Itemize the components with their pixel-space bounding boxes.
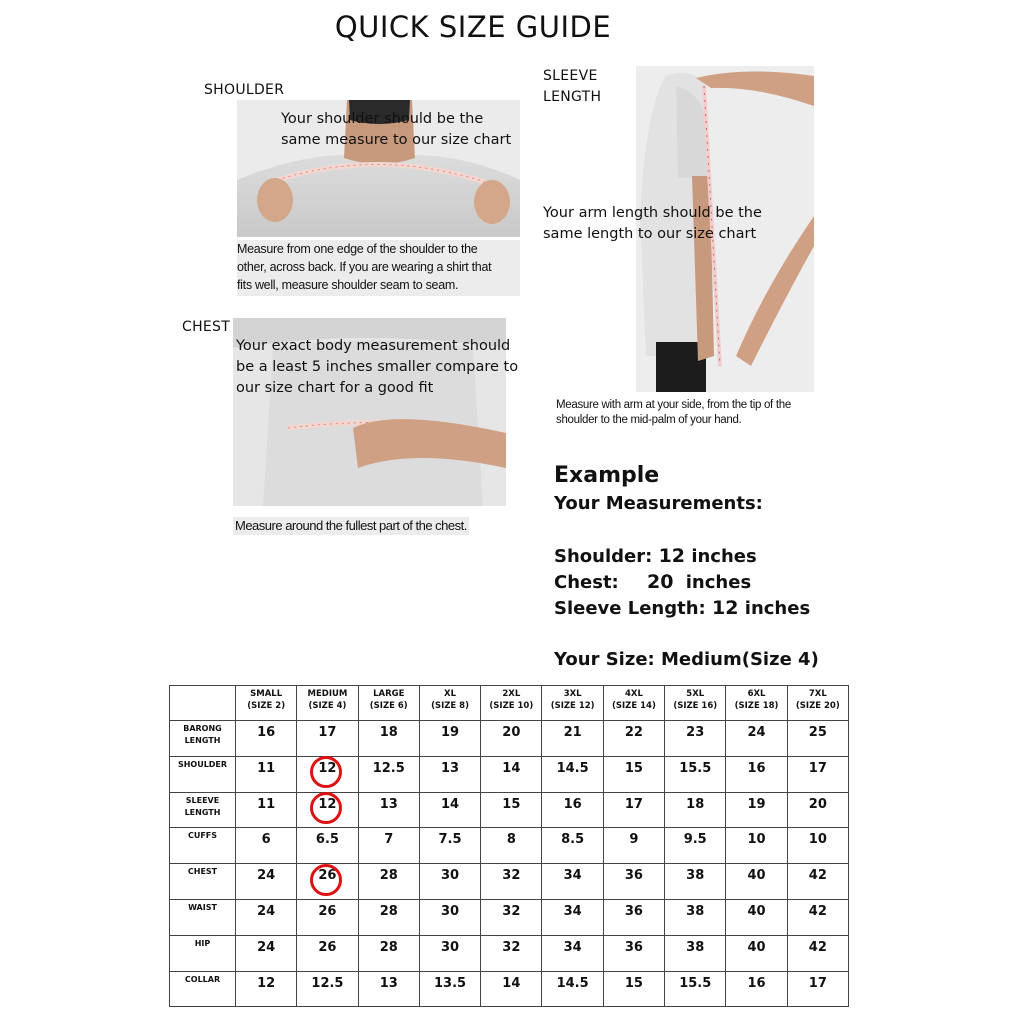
cell-value: 38: [686, 939, 705, 955]
column-header: [358, 686, 419, 721]
cell-value: 17: [808, 975, 827, 991]
column-header: [787, 686, 848, 721]
cell-value: 14.5: [556, 975, 589, 991]
column-header-name: SMALL: [250, 689, 283, 699]
table-cell: [297, 828, 358, 864]
cell-value: 17: [808, 760, 827, 776]
table-cell: [726, 864, 787, 900]
table-cell: [726, 756, 787, 792]
table-cell: [358, 721, 419, 757]
row-label: [170, 792, 236, 828]
example-sleeve: [554, 597, 810, 619]
table-cell: [603, 828, 664, 864]
caption-line: fits well, measure shoulder seam to seam.: [237, 278, 459, 292]
table-row: [170, 971, 849, 1007]
cell-value: 34: [563, 939, 582, 955]
example-title: Example: [554, 463, 660, 488]
row-label-line: LENGTH: [184, 807, 221, 817]
example-shoulder-value: 12: [658, 545, 686, 567]
table-cell: [665, 971, 726, 1007]
cell-value: 28: [379, 868, 398, 884]
example-sleeve-value: 12: [712, 597, 739, 619]
example-unit: inches: [744, 598, 811, 619]
highlight-circle: [310, 792, 342, 824]
sleeve-overlay-line: same length to our size chart: [543, 226, 757, 242]
cell-value: 13: [379, 975, 398, 991]
cell-value: 24: [747, 725, 766, 740]
cell-value: 17: [318, 725, 337, 740]
table-cell: [542, 935, 603, 971]
caption-line: shoulder to the mid-palm of your hand.: [556, 414, 742, 426]
cell-value: 7.5: [438, 832, 462, 848]
column-header-name: XL: [444, 689, 457, 699]
column-header-size: (SIZE 4): [308, 701, 347, 711]
table-cell: [542, 864, 603, 900]
table-cell: [358, 971, 419, 1007]
example-shoulder-label: Shoulder:: [554, 546, 653, 567]
column-header-name: 2XL: [502, 689, 521, 699]
cell-value: 38: [686, 868, 705, 884]
cell-value: 18: [379, 725, 398, 740]
cell-value: 40: [747, 903, 766, 919]
cell-value: 34: [563, 868, 582, 884]
row-label: [170, 828, 236, 864]
caption-line: other, across back. If you are wearing a shirt that: [237, 260, 492, 274]
example-chest: [554, 571, 751, 593]
table-cell: [542, 756, 603, 792]
chest-caption: Measure around the fullest part of the chest.: [235, 518, 467, 533]
table-cell: [481, 792, 542, 828]
table-cell: [665, 721, 726, 757]
cell-value: 15: [502, 796, 521, 812]
shoulder-overlay-line: same measure to our size chart: [281, 132, 512, 148]
size-chart-table: [169, 685, 849, 1007]
cell-value: 36: [624, 868, 643, 884]
example-subtitle: Your Measurements:: [554, 493, 763, 514]
chest-overlay-line: Your exact body measurement should: [236, 338, 511, 354]
table-cell: [419, 971, 480, 1007]
column-header: [542, 686, 603, 721]
cell-value: 12.5: [372, 760, 405, 776]
row-label: [170, 864, 236, 900]
row-label-line: BARONG: [183, 724, 222, 733]
table-cell: [726, 721, 787, 757]
table-cell: [358, 899, 419, 935]
cell-value: 23: [686, 725, 705, 740]
cell-value: 13.5: [434, 975, 467, 991]
table-cell: [787, 899, 848, 935]
table-cell: [358, 756, 419, 792]
cell-value: 42: [808, 903, 827, 919]
example-unit: inches: [691, 546, 757, 567]
cell-value: 17: [624, 796, 643, 812]
cell-value: 14: [502, 760, 521, 776]
row-label: [170, 971, 236, 1007]
column-header-size: (SIZE 20): [795, 701, 840, 711]
cell-value: 12: [318, 760, 337, 776]
table-cell: [603, 792, 664, 828]
table-cell: [419, 828, 480, 864]
cell-value: 19: [440, 725, 460, 740]
table-cell: [481, 828, 542, 864]
example-unit: inches: [685, 572, 752, 593]
column-header-name: 6XL: [747, 689, 766, 699]
cell-value: 7: [384, 832, 394, 848]
cell-value: 42: [808, 939, 827, 955]
cell-value: 13: [379, 796, 398, 812]
caption-line: Measure with arm at your side, from the tip of the: [556, 399, 791, 411]
cell-value: 11: [257, 796, 276, 812]
table-cell: [542, 971, 603, 1007]
shoulder-caption: [237, 240, 520, 296]
table-row: [170, 721, 849, 757]
sleeve-label-line: LENGTH: [543, 89, 602, 105]
cell-value: 26: [318, 868, 337, 884]
table-cell: [236, 864, 297, 900]
cell-value: 18: [686, 796, 705, 812]
column-header-size: (SIZE 8): [431, 701, 469, 711]
table-cell: [787, 935, 848, 971]
table-cell: [542, 721, 603, 757]
cell-value: 38: [686, 903, 705, 919]
example-size-result: Your Size: Medium(Size 4): [554, 649, 819, 670]
cell-value: 15: [624, 975, 643, 991]
cell-value: 14: [502, 975, 521, 991]
table-cell: [787, 792, 848, 828]
chest-label: CHEST: [182, 319, 231, 335]
cell-value: 8.5: [561, 832, 585, 848]
table-cell: [542, 792, 603, 828]
cell-value: 22: [624, 725, 643, 740]
cell-value: 26: [318, 939, 337, 955]
table-row: [170, 828, 849, 864]
row-label-line: SHOULDER: [177, 759, 228, 769]
cell-value: 24: [257, 903, 276, 919]
cell-value: 16: [747, 975, 766, 991]
table-cell: [726, 828, 787, 864]
table-cell: [297, 971, 358, 1007]
cell-value: 32: [502, 868, 521, 884]
table-cell: [603, 899, 664, 935]
cell-value: 26: [318, 903, 337, 919]
cell-value: 36: [624, 903, 643, 919]
row-label-line: CUFFS: [187, 831, 218, 841]
cell-value: 30: [440, 939, 460, 955]
cell-value: 36: [624, 939, 643, 955]
cell-value: 15.5: [679, 760, 712, 776]
table-cell: [726, 792, 787, 828]
page-title: QUICK SIZE GUIDE: [334, 10, 612, 44]
row-label-line: SLEEVE: [185, 795, 220, 805]
sleeve-caption: [556, 398, 791, 428]
table-cell: [665, 828, 726, 864]
cell-value: 32: [502, 903, 521, 919]
cell-value: 30: [440, 868, 460, 884]
column-header-size: (SIZE 16): [673, 701, 718, 711]
cell-value: 13: [440, 760, 460, 776]
highlight-circle: [310, 756, 342, 788]
table-cell: [358, 828, 419, 864]
table-cell: [665, 792, 726, 828]
cell-value: 28: [379, 939, 398, 955]
row-label: [170, 935, 236, 971]
column-header-name: MEDIUM: [307, 689, 348, 699]
table-corner-cell: [170, 686, 236, 721]
cell-value: 12.5: [311, 975, 344, 991]
table-cell: [419, 721, 480, 757]
caption-line: Measure from one edge of the shoulder to the: [237, 242, 478, 256]
table-cell: [358, 935, 419, 971]
table-cell: [481, 935, 542, 971]
cell-value: 20: [808, 796, 827, 812]
table-cell: [236, 899, 297, 935]
table-cell: [726, 971, 787, 1007]
table-cell: [603, 721, 664, 757]
row-label: [170, 899, 236, 935]
table-cell: [297, 721, 358, 757]
example-sleeve-label: Sleeve Length:: [554, 598, 706, 619]
table-cell: [419, 864, 480, 900]
example-shoulder: [554, 545, 757, 567]
table-cell: [419, 935, 480, 971]
cell-value: 32: [502, 939, 521, 955]
column-header: [481, 686, 542, 721]
example-chest-value: 20: [647, 571, 674, 593]
table-cell: [297, 935, 358, 971]
table-cell: [787, 828, 848, 864]
table-cell: [297, 756, 358, 792]
cell-value: 28: [379, 903, 398, 919]
column-header: [297, 686, 358, 721]
sleeve-overlay-line: Your arm length should be the: [543, 205, 762, 221]
cell-value: 16: [747, 760, 766, 776]
cell-value: 30: [440, 903, 460, 919]
cell-value: 24: [257, 939, 276, 955]
column-header-name: 7XL: [808, 689, 827, 699]
cell-value: 10: [808, 832, 827, 848]
table-cell: [481, 971, 542, 1007]
cell-value: 25: [808, 725, 827, 740]
shoulder-label: SHOULDER: [204, 82, 285, 98]
column-header-size: (SIZE 18): [734, 701, 779, 711]
table-row: [170, 899, 849, 935]
table-row: [170, 864, 849, 900]
cell-value: 21: [563, 725, 582, 740]
column-header-size: (SIZE 2): [247, 701, 286, 711]
highlight-circle: [310, 864, 342, 896]
row-label: [170, 756, 236, 792]
table-cell: [236, 828, 297, 864]
column-header-name: 4XL: [624, 689, 643, 699]
cell-value: 10: [747, 832, 766, 848]
column-header-size: (SIZE 14): [612, 701, 656, 711]
column-header-name: LARGE: [373, 689, 405, 699]
column-header-size: (SIZE 10): [489, 701, 534, 711]
table-cell: [726, 899, 787, 935]
table-cell: [419, 899, 480, 935]
cell-value: 19: [747, 796, 766, 812]
table-cell: [603, 971, 664, 1007]
chest-overlay-line: our size chart for a good fit: [236, 380, 434, 396]
table-cell: [481, 899, 542, 935]
column-header-size: (SIZE 12): [550, 701, 595, 711]
table-row: [170, 792, 849, 828]
column-header: [726, 686, 787, 721]
table-cell: [603, 935, 664, 971]
cell-value: 14.5: [556, 760, 589, 776]
shoulder-overlay-text: [281, 109, 511, 151]
row-label: [170, 721, 236, 757]
row-label-line: CHEST: [187, 867, 218, 877]
table-cell: [358, 792, 419, 828]
table-cell: [787, 721, 848, 757]
cell-value: 6: [261, 832, 271, 848]
cell-value: 24: [257, 868, 276, 884]
cell-value: 40: [747, 939, 766, 955]
table-cell: [665, 756, 726, 792]
chest-overlay-text: [236, 336, 518, 399]
table-cell: [603, 864, 664, 900]
cell-value: 12: [318, 796, 337, 812]
column-header: [603, 686, 664, 721]
row-label-line: COLLAR: [184, 974, 221, 984]
cell-value: 40: [747, 868, 766, 884]
column-header-size: (SIZE 6): [369, 701, 408, 711]
table-cell: [665, 899, 726, 935]
table-cell: [665, 935, 726, 971]
column-header-name: 3XL: [563, 689, 582, 699]
cell-value: 8: [506, 832, 516, 848]
cell-value: 6.5: [315, 832, 339, 848]
table-cell: [542, 899, 603, 935]
cell-value: 42: [808, 868, 827, 884]
column-header: [236, 686, 297, 721]
table-cell: [787, 756, 848, 792]
row-label-line: HIP: [194, 938, 211, 948]
table-header-row: [170, 686, 849, 721]
cell-value: 14: [440, 796, 460, 812]
table-cell: [236, 792, 297, 828]
table-cell: [481, 756, 542, 792]
table-cell: [481, 864, 542, 900]
cell-value: 9.5: [683, 832, 707, 848]
table-cell: [236, 756, 297, 792]
table-cell: [787, 864, 848, 900]
sleeve-overlay-text: [543, 203, 762, 245]
table-cell: [358, 864, 419, 900]
row-label-line: LENGTH: [184, 736, 221, 745]
cell-value: 20: [502, 725, 521, 740]
table-cell: [419, 756, 480, 792]
sleeve-label: [543, 66, 601, 108]
example-chest-label: Chest:: [554, 572, 619, 593]
table-cell: [236, 721, 297, 757]
table-cell: [236, 971, 297, 1007]
table-cell: [481, 721, 542, 757]
table-cell: [603, 756, 664, 792]
table-cell: [236, 935, 297, 971]
table-cell: [726, 935, 787, 971]
cell-value: 11: [257, 760, 276, 776]
table-cell: [419, 792, 480, 828]
sleeve-label-line: SLEEVE: [543, 68, 598, 84]
column-header: [419, 686, 480, 721]
cell-value: 34: [563, 903, 582, 919]
column-header: [665, 686, 726, 721]
cell-value: 15.5: [679, 975, 712, 991]
row-label-line: WAIST: [188, 902, 217, 912]
table-row: [170, 935, 849, 971]
cell-value: 16: [257, 725, 276, 740]
table-cell: [297, 899, 358, 935]
shoulder-overlay-line: Your shoulder should be the: [281, 111, 484, 127]
cell-value: 15: [624, 760, 643, 776]
table-cell: [542, 828, 603, 864]
table-row: [170, 756, 849, 792]
table-cell: [297, 792, 358, 828]
cell-value: 9: [629, 832, 639, 848]
cell-value: 12: [257, 975, 276, 991]
table-cell: [787, 971, 848, 1007]
chest-overlay-line: be a least 5 inches smaller compare to: [236, 359, 519, 375]
table-cell: [665, 864, 726, 900]
column-header-name: 5XL: [686, 689, 705, 699]
cell-value: 16: [563, 796, 582, 812]
table-cell: [297, 864, 358, 900]
